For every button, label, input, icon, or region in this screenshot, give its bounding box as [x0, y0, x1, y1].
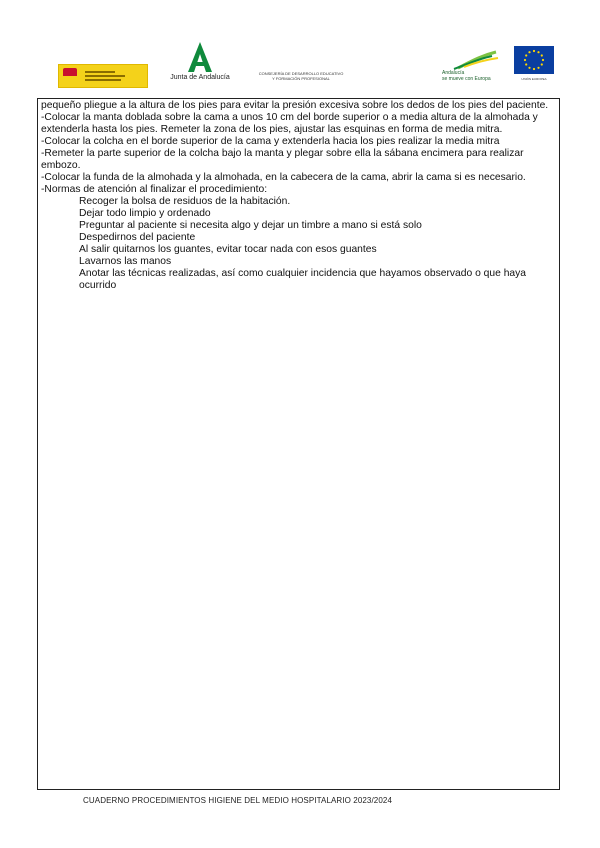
- eu-star-icon: [537, 51, 539, 53]
- eu-star-icon: [525, 54, 527, 56]
- paragraph: pequeño pliegue a la altura de los pies para evitar la presión excesiva sobre los dedos de los pies del paciente.: [41, 100, 549, 111]
- consejeria-label: [246, 71, 356, 81]
- eu-star-icon: [533, 68, 535, 70]
- paragraph: -Colocar la colcha en el borde superior de la cama y extenderla hacia los pies realizar la media mitra: [41, 136, 500, 147]
- document-body: [37, 98, 560, 790]
- list-item: Anotar las técnicas realizadas, así como cualquier incidencia que hayamos observado o que haya ocurrido: [79, 268, 527, 291]
- consejeria-line-1: CONSEJERÍA DE DESARROLLO EDUCATIVO: [258, 71, 344, 76]
- andalucia-swoosh-icon: [440, 50, 500, 70]
- junta-label: Junta de Andalucía: [170, 74, 230, 81]
- list-item: Lavarnos las manos: [79, 256, 172, 267]
- junta-andalucia-logo: [166, 40, 234, 86]
- spain-government-logo-icon: [58, 64, 148, 88]
- eu-label: UNIÓN EUROPEA: [521, 77, 547, 81]
- eu-star-icon: [528, 67, 530, 69]
- page-footer: CUADERNO PROCEDIMIENTOS HIGIENE DEL MEDIO HOSPITALARIO 2023/2024: [83, 796, 392, 805]
- eu-star-icon: [542, 59, 544, 61]
- eu-star-icon: [541, 63, 543, 65]
- eu-star-icon: [537, 67, 539, 69]
- eu-star-icon: [541, 54, 543, 56]
- eu-star-icon: [533, 50, 535, 52]
- eu-star-icon: [528, 51, 530, 53]
- page-header: [0, 0, 600, 98]
- closing-procedure-list: [41, 196, 556, 292]
- andalucia-line-2: se mueve con Europa: [442, 76, 491, 82]
- eu-star-icon: [525, 63, 527, 65]
- paragraph: -Colocar la manta doblada sobre la cama a unos 10 cm del borde superior o a media altura de la almohada y extenderla hasta los pies. Remeter la zona de los pies, ajustar las esquinas en forma de media mitra.: [41, 112, 538, 135]
- paragraph: -Normas de atención al finalizar el procedimiento:: [41, 184, 268, 195]
- list-item: Preguntar al paciente si necesita algo y dejar un timbre a mano si está solo: [79, 220, 422, 231]
- andalucia-line-1: Andalucía: [442, 70, 465, 76]
- andalucia-europa-logo: [440, 50, 500, 86]
- consejeria-line-2: Y FORMACIÓN PROFESIONAL: [272, 76, 330, 81]
- list-item: Al salir quitarnos los guantes, evitar tocar nada con esos guantes: [79, 244, 377, 255]
- eu-flag-icon: [514, 46, 554, 74]
- junta-andalucia-emblem-icon: [166, 40, 234, 74]
- list-item: Dejar todo limpio y ordenado: [79, 208, 211, 219]
- paragraph: -Colocar la funda de la almohada y la almohada, en la cabecera de la cama, abrir la cama si es necesario.: [41, 172, 526, 183]
- eu-star-icon: [524, 59, 526, 61]
- paragraph: -Remeter la parte superior de la colcha bajo la manta y plegar sobre ella la sábana encimera para realizar embozo.: [41, 148, 524, 171]
- list-item: Despedirnos del paciente: [79, 232, 196, 243]
- list-item: Recoger la bolsa de residuos de la habitación.: [79, 196, 291, 207]
